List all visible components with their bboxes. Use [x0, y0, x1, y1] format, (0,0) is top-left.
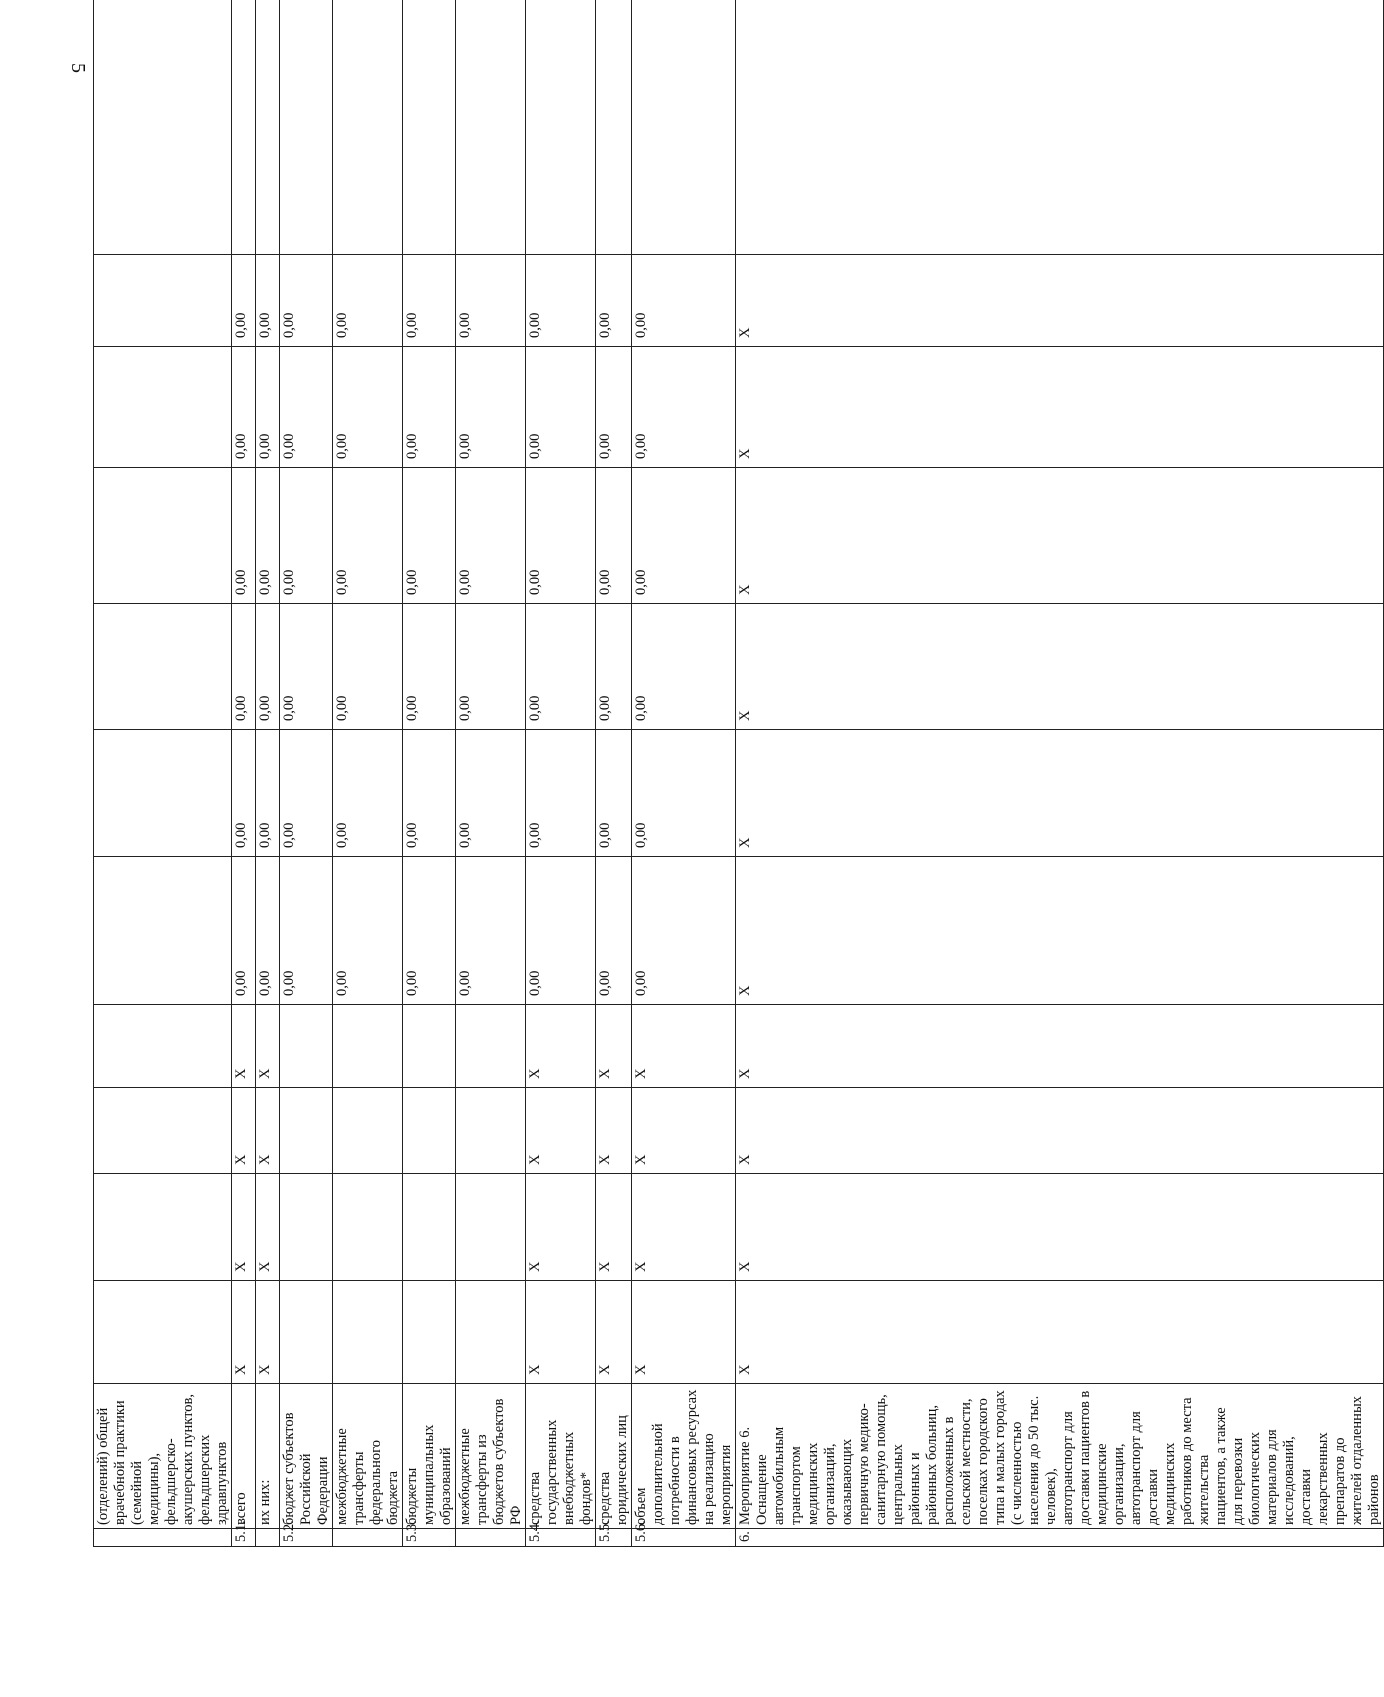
value-cell: X — [736, 1005, 1384, 1088]
value-cell: X — [256, 1088, 280, 1174]
value-cell: X — [736, 347, 1384, 468]
value-cell: 0,00 — [256, 255, 280, 347]
value-cell: 0,00 — [403, 255, 456, 347]
value-cell: X — [632, 1281, 736, 1384]
trailing-cell — [256, 0, 280, 255]
row-number: 5.5. — [596, 1529, 632, 1547]
value-cell: 0,00 — [333, 857, 403, 1005]
row-description: средства государственных внебюджетных фондов* — [526, 1384, 596, 1529]
value-cell — [333, 1174, 403, 1281]
trailing-cell — [403, 0, 456, 255]
value-cell: X — [632, 1174, 736, 1281]
value-cell: X — [596, 1088, 632, 1174]
row-description: межбюджетные трансферты из бюджетов субъектов РФ — [456, 1384, 526, 1529]
value-cell: X — [526, 1281, 596, 1384]
row-number: 5.4. — [526, 1529, 596, 1547]
trailing-cell — [456, 0, 526, 255]
table-row — [256, 0, 280, 1547]
trailing-cell — [526, 0, 596, 255]
value-cell: X — [232, 1088, 256, 1174]
value-cell — [280, 1174, 333, 1281]
value-cell: 0,00 — [232, 468, 256, 604]
financing-table — [93, 0, 1384, 1547]
value-cell: X — [736, 857, 1384, 1005]
table-row — [596, 0, 632, 1547]
rotated-table-container — [93, 55, 1382, 1547]
value-cell — [94, 604, 232, 730]
value-cell: 0,00 — [632, 857, 736, 1005]
value-cell — [94, 468, 232, 604]
value-cell: 0,00 — [280, 468, 333, 604]
row-description: бюджеты муниципальных образований — [403, 1384, 456, 1529]
trailing-cell — [736, 0, 1384, 255]
value-cell: 0,00 — [280, 730, 333, 857]
table-row — [94, 0, 232, 1547]
trailing-cell — [632, 0, 736, 255]
value-cell: 0,00 — [232, 347, 256, 468]
value-cell — [280, 1005, 333, 1088]
value-cell: 0,00 — [256, 857, 280, 1005]
value-cell: 0,00 — [256, 730, 280, 857]
value-cell: X — [736, 604, 1384, 730]
value-cell: X — [526, 1005, 596, 1088]
row-description: (отделений) общей врачебной практики (семейной медицины), фельдшерско-акушерских пунктов, фельдшерских здравпунктов — [94, 1384, 232, 1529]
value-cell: 0,00 — [456, 255, 526, 347]
value-cell: 0,00 — [232, 604, 256, 730]
value-cell: 0,00 — [280, 857, 333, 1005]
value-cell: 0,00 — [596, 604, 632, 730]
value-cell: 0,00 — [456, 604, 526, 730]
value-cell: X — [632, 1005, 736, 1088]
value-cell — [456, 1281, 526, 1384]
table-body — [94, 0, 1384, 1547]
value-cell: 0,00 — [333, 604, 403, 730]
value-cell: X — [736, 730, 1384, 857]
value-cell: X — [256, 1281, 280, 1384]
value-cell: 0,00 — [526, 604, 596, 730]
value-cell — [94, 1174, 232, 1281]
value-cell: X — [596, 1005, 632, 1088]
trailing-cell — [280, 0, 333, 255]
value-cell — [333, 1088, 403, 1174]
value-cell: 0,00 — [333, 468, 403, 604]
value-cell: X — [736, 468, 1384, 604]
value-cell: X — [596, 1174, 632, 1281]
trailing-cell — [596, 0, 632, 255]
value-cell — [94, 730, 232, 857]
value-cell: 0,00 — [280, 347, 333, 468]
value-cell: 0,00 — [232, 730, 256, 857]
value-cell: 0,00 — [632, 468, 736, 604]
value-cell — [403, 1005, 456, 1088]
value-cell — [280, 1088, 333, 1174]
row-description: их них: — [256, 1384, 280, 1529]
value-cell: 0,00 — [280, 604, 333, 730]
row-description: бюджет субъектов Российской Федерации — [280, 1384, 333, 1529]
value-cell — [403, 1281, 456, 1384]
value-cell: 0,00 — [632, 730, 736, 857]
trailing-cell — [333, 0, 403, 255]
value-cell: 0,00 — [526, 255, 596, 347]
row-number — [456, 1529, 526, 1547]
value-cell: 0,00 — [526, 347, 596, 468]
value-cell — [456, 1005, 526, 1088]
value-cell: 0,00 — [232, 255, 256, 347]
value-cell — [333, 1281, 403, 1384]
row-number: 5.6. — [632, 1529, 736, 1547]
row-description: всего — [232, 1384, 256, 1529]
value-cell: 0,00 — [526, 468, 596, 604]
value-cell: X — [596, 1281, 632, 1384]
row-number: 5.3. — [403, 1529, 456, 1547]
value-cell — [94, 1281, 232, 1384]
value-cell — [403, 1088, 456, 1174]
value-cell — [94, 1088, 232, 1174]
value-cell: 0,00 — [632, 604, 736, 730]
table-row — [280, 0, 333, 1547]
value-cell: X — [256, 1174, 280, 1281]
row-description: объем дополнительной потребности в финансовых ресурсах на реализацию мероприятия — [632, 1384, 736, 1529]
row-description: межбюджетные трансферты федерального бюджета — [333, 1384, 403, 1529]
value-cell: X — [232, 1174, 256, 1281]
table-row — [456, 0, 526, 1547]
value-cell: 0,00 — [333, 347, 403, 468]
value-cell: 0,00 — [280, 255, 333, 347]
value-cell: 0,00 — [632, 347, 736, 468]
row-number — [333, 1529, 403, 1547]
value-cell: 0,00 — [526, 730, 596, 857]
value-cell — [280, 1281, 333, 1384]
table-row — [232, 0, 256, 1547]
value-cell: 0,00 — [596, 730, 632, 857]
value-cell: 0,00 — [596, 347, 632, 468]
row-number: 6. — [736, 1529, 1384, 1547]
value-cell: X — [736, 1174, 1384, 1281]
value-cell — [94, 857, 232, 1005]
value-cell: 0,00 — [456, 468, 526, 604]
value-cell — [333, 1005, 403, 1088]
value-cell: 0,00 — [596, 468, 632, 604]
value-cell: 0,00 — [526, 857, 596, 1005]
value-cell: X — [736, 255, 1384, 347]
value-cell: X — [256, 1005, 280, 1088]
value-cell: 0,00 — [256, 604, 280, 730]
value-cell: X — [526, 1174, 596, 1281]
value-cell: 0,00 — [456, 347, 526, 468]
value-cell: X — [736, 1281, 1384, 1384]
value-cell — [456, 1174, 526, 1281]
value-cell — [94, 347, 232, 468]
page-number: 5 — [67, 63, 89, 73]
value-cell: X — [736, 1088, 1384, 1174]
value-cell: 0,00 — [403, 468, 456, 604]
row-number — [94, 1529, 232, 1547]
table-row — [632, 0, 736, 1547]
value-cell: 0,00 — [256, 468, 280, 604]
value-cell: 0,00 — [596, 857, 632, 1005]
value-cell: 0,00 — [403, 857, 456, 1005]
value-cell: 0,00 — [232, 857, 256, 1005]
row-description: средства юридических лиц — [596, 1384, 632, 1529]
value-cell: 0,00 — [403, 347, 456, 468]
value-cell: 0,00 — [403, 604, 456, 730]
table-row — [333, 0, 403, 1547]
value-cell: 0,00 — [333, 730, 403, 857]
value-cell: X — [526, 1088, 596, 1174]
row-number: 5.2. — [280, 1529, 333, 1547]
value-cell — [94, 255, 232, 347]
value-cell: X — [632, 1088, 736, 1174]
value-cell: 0,00 — [256, 347, 280, 468]
value-cell — [94, 1005, 232, 1088]
row-description: Мероприятие 6. Оснащение автомобильным транспортом медицинских организаций, оказывающих первичную медико-санитарную помощь, центральных районных и районных больниц, расположенных в сельской местности, поселках городского типа и малых городах (с численностью населения до 50 тыс. человек), автотранспорт для доставки пациентов в медицинские организации, автотранспорт для доставки медицинских работников до места жительства пациентов, а также для перевозки биологических материалов для исследований, доставки лекарственных препаратов до жителей отдаленных районов — [736, 1384, 1384, 1529]
value-cell: 0,00 — [632, 255, 736, 347]
value-cell — [403, 1174, 456, 1281]
table-row — [736, 0, 1384, 1547]
row-number — [256, 1529, 280, 1547]
trailing-cell — [94, 0, 232, 255]
value-cell: X — [232, 1281, 256, 1384]
table-row — [526, 0, 596, 1547]
table-row — [403, 0, 456, 1547]
value-cell: 0,00 — [456, 730, 526, 857]
value-cell: 0,00 — [333, 255, 403, 347]
value-cell: X — [232, 1005, 256, 1088]
value-cell: 0,00 — [403, 730, 456, 857]
value-cell — [456, 1088, 526, 1174]
value-cell: 0,00 — [596, 255, 632, 347]
row-number: 5.1. — [232, 1529, 256, 1547]
value-cell: 0,00 — [456, 857, 526, 1005]
trailing-cell — [232, 0, 256, 255]
